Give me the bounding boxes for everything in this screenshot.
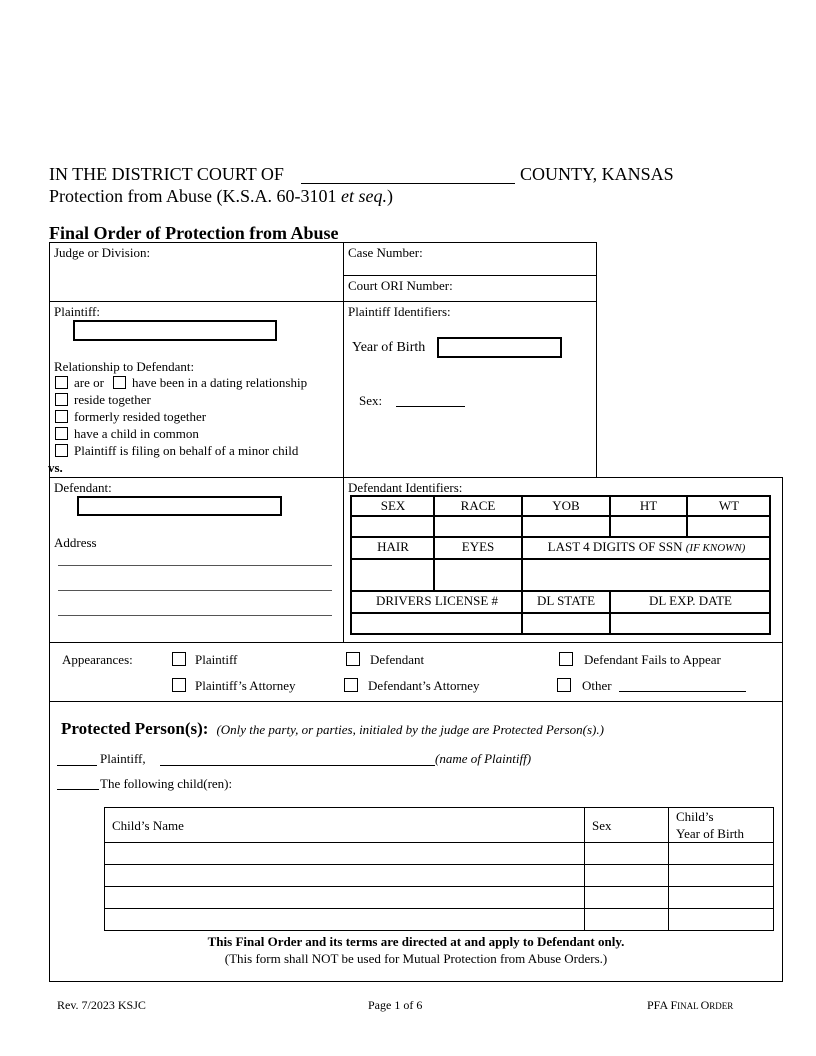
defendant-divider (343, 477, 344, 643)
id-table-hline (350, 558, 771, 560)
id-table-hline (350, 515, 771, 517)
rel-dating-checkbox[interactable] (113, 376, 126, 389)
child-table-hline (104, 886, 774, 887)
id-header-eyes: EYES (461, 539, 495, 554)
plaintiff-name-input[interactable] (73, 320, 277, 341)
plaintiff-sex-label: Sex: (359, 393, 383, 408)
footer-pfa: PFA (647, 998, 671, 1012)
rel-formerly-checkbox[interactable] (55, 410, 68, 423)
rel-dating-label: have been in a dating relationship (132, 375, 308, 390)
statute-line (49, 186, 393, 207)
rel-reside-checkbox[interactable] (55, 393, 68, 406)
case-number-divider (343, 275, 596, 276)
ssn-label-italic: (IF KNOWN) (685, 542, 746, 554)
appear-plaintiff-attorney-label: Plaintiff’s Attorney (195, 678, 296, 693)
address-label: Address (54, 535, 97, 550)
rel-reside-label: reside together (74, 392, 151, 407)
case-number-label: Case Number: (348, 245, 423, 260)
appear-defendant-fails-label: Defendant Fails to Appear (584, 652, 721, 667)
rel-child-checkbox[interactable] (55, 427, 68, 440)
address-line-3[interactable] (58, 615, 332, 616)
id-header-hair: HAIR (377, 539, 409, 554)
id-table-hline (350, 612, 771, 614)
address-line-2[interactable] (58, 590, 332, 591)
court-ori-label: Court ORI Number: (348, 278, 453, 293)
plaintiff-identifiers-label: Plaintiff Identifiers: (348, 304, 451, 319)
defendant-label: Defendant: (54, 480, 112, 495)
county-name-field[interactable] (301, 183, 515, 184)
child-sex-header: Sex (592, 818, 612, 833)
grid-right-border-top (596, 242, 597, 477)
id-header-dl-state: DL STATE (536, 593, 596, 608)
footer-page: Page 1 of 6 (368, 998, 423, 1012)
child-table-hline (104, 864, 774, 865)
appear-other-checkbox[interactable] (557, 678, 571, 692)
child-table-vline (668, 807, 669, 931)
name-of-plaintiff-label: (name of Plaintiff) (435, 751, 532, 766)
child-yob-header-line2: Year of Birth (676, 826, 745, 841)
defendant-name-input[interactable] (77, 496, 282, 516)
id-table-hline (350, 536, 771, 538)
plaintiff-name-field[interactable] (160, 765, 435, 766)
initial-plaintiff-field[interactable] (57, 765, 97, 766)
appear-defendant-label: Defendant (370, 652, 425, 667)
id-header-dl-exp: DL EXP. DATE (649, 593, 732, 608)
child-name-header: Child’s Name (112, 818, 184, 833)
statute-end: ) (386, 186, 393, 206)
rel-minor-label: Plaintiff is filing on behalf of a minor child (74, 443, 299, 458)
footer-rev: Rev. 7/2023 KSJC (57, 998, 146, 1012)
statute-italic: et seq. (340, 186, 387, 206)
plaintiff-label: Plaintiff: (54, 304, 100, 319)
statute-main: Protection from Abuse (K.S.A. 60-3101 (49, 186, 341, 206)
ssn-label-main: LAST 4 DIGITS OF SSN (547, 539, 686, 554)
grid-middle-border (343, 242, 344, 478)
id-header-yob: YOB (552, 498, 580, 513)
rel-formerly-label: formerly resided together (74, 409, 207, 424)
appear-plaintiff-label: Plaintiff (195, 652, 238, 667)
appear-plaintiff-attorney-checkbox[interactable] (172, 678, 186, 692)
id-header-sex: SEX (380, 498, 406, 513)
plaintiff-yob-input[interactable] (437, 337, 562, 358)
child-table-hline (104, 842, 774, 843)
id-header-race: RACE (460, 498, 496, 513)
child-yob-header-line1: Child’s (676, 809, 714, 824)
footer-order-rder: RDER (709, 1001, 734, 1011)
footer-form-name (647, 998, 733, 1013)
defendant-identifiers-label: Defendant Identifiers: (348, 480, 463, 495)
child-table (104, 807, 774, 931)
form-title: Final Order of Protection from Abuse (49, 223, 339, 243)
appear-defendant-fails-checkbox[interactable] (559, 652, 573, 666)
footer-order-o: O (700, 998, 710, 1012)
address-line-1[interactable] (58, 565, 332, 566)
court-suffix: COUNTY, KANSAS (520, 164, 674, 184)
child-table-vline (584, 807, 585, 931)
appear-defendant-attorney-checkbox[interactable] (344, 678, 358, 692)
footer-final-inal: INAL (677, 1001, 701, 1011)
court-prefix: IN THE DISTRICT COURT OF (49, 164, 284, 184)
appearances-label: Appearances: (62, 652, 133, 667)
protected-plaintiff-label: Plaintiff, (100, 751, 146, 766)
relationship-label: Relationship to Defendant: (54, 359, 195, 374)
initial-children-field[interactable] (57, 789, 99, 790)
plaintiff-yob-label: Year of Birth (352, 340, 426, 355)
vs-label: vs. (48, 460, 63, 475)
judge-label: Judge or Division: (54, 245, 151, 260)
protected-note: (Only the party, or parties, initialed by the judge are Protected Person(s).) (216, 722, 604, 737)
id-header-wt: WT (718, 498, 740, 513)
plaintiff-section-divider (49, 301, 596, 302)
appear-defendant-attorney-label: Defendant’s Attorney (368, 678, 480, 693)
appear-plaintiff-checkbox[interactable] (172, 652, 186, 666)
grid-top-border (49, 242, 596, 243)
rel-are-or-label: are or (74, 375, 104, 390)
child-table-hline (104, 908, 774, 909)
grid-left-border (49, 242, 50, 477)
id-table-hline (350, 590, 771, 592)
id-header-ssn (523, 539, 770, 556)
children-label: The following child(ren): (100, 776, 233, 791)
rel-minor-checkbox[interactable] (55, 444, 68, 457)
id-header-ht: HT (639, 498, 658, 513)
footer-final-f: F (670, 998, 678, 1012)
id-header-dl: DRIVERS LICENSE # (375, 593, 499, 608)
directive-text: This Final Order and its terms are directed at and apply to Defendant only. (207, 934, 625, 949)
appear-other-field[interactable] (619, 691, 746, 692)
rel-child-label: have a child in common (74, 426, 199, 441)
appear-defendant-checkbox[interactable] (346, 652, 360, 666)
disclaimer-text: (This form shall NOT be used for Mutual Protection from Abuse Orders.) (224, 951, 608, 966)
court-heading (49, 164, 284, 185)
rel-are-checkbox[interactable] (55, 376, 68, 389)
protected-title: Protected Person(s): (61, 719, 209, 738)
plaintiff-sex-field[interactable] (396, 406, 465, 407)
protected-title-line (61, 719, 604, 739)
appear-other-label: Other (582, 678, 612, 693)
